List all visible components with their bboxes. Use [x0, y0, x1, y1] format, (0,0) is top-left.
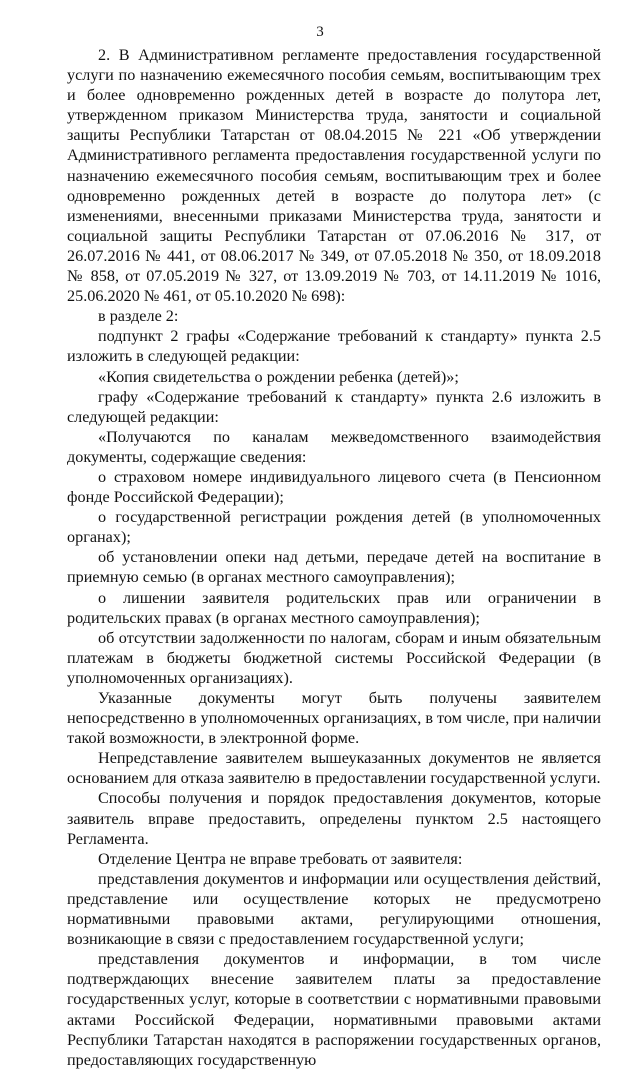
paragraph: о страховом номере индивидуального лицевого счета (в Пенсионном фонде Российской Федерации);	[67, 467, 601, 507]
paragraph: «Копия свидетельства о рождении ребенка (детей)»;	[98, 367, 459, 386]
paragraph: 2. В Административном регламенте предоставления государственной услуги по назначению ежемесячного пособия семьям, воспитывающим трех и более одновременно рожденных детей в возрасте до полутора лет, утвержденном приказом Министерства труда, занятости и социальной защиты Республики Татарстан от 08.04.2015 № 221 «Об утверждении Административного регламента предоставления государственной услуги по назначению ежемесячного пособия семьям, воспитывающим трех и более одновременно рожденных детей в возрасте до полутора лет» (с изменениями, внесенными приказами Министерства труда, занятости и социальной защиты Республики Татарстан от 07.06.2016 № 317, от 26.07.2016 № 441, от 08.06.2017 № 349, от 07.05.2018 № 350, от 18.09.2018 № 858, от 07.05.2019 № 327, от 13.09.2019 № 703, от 14.11.2019 № 1016, 25.06.2020 № 461, от 05.10.2020 № 698):	[67, 46, 601, 306]
paragraph: о государственной регистрации рождения детей (в уполномоченных органах);	[67, 508, 601, 547]
paragraph: об установлении опеки над детьми, передаче детей на воспитание в приемную семью (в органах местного самоуправления);	[67, 548, 601, 587]
paragraph: об отсутствии задолженности по налогам, сборам и иным обязательным платежам в бюджеты бюджетной системы Российской Федерации (в уполномоченных организациях).	[67, 628, 601, 687]
paragraph: Отделение Центра не вправе требовать от заявителя:	[98, 849, 463, 868]
paragraph: подпункт 2 графы «Содержание требований к стандарту» пункта 2.5 изложить в следующей редакции:	[67, 327, 601, 366]
paragraph: представления документов и информации, в том числе подтверждающих внесение заявителем платы за предоставление государственных услуг, которые в соответствии с нормативными правовыми актами Российской Федерации, нормативными правовыми актами Республики Татарстан находятся в распоряжении государственных органов, предоставляющих государственную	[67, 950, 601, 1069]
document-body	[67, 45, 601, 1070]
paragraph: Непредставление заявителем вышеуказанных документов не является основанием для отказа заявителю в предоставлении государственной услуги.	[67, 749, 601, 788]
paragraph: о лишении заявителя родительских прав или ограничении в родительских правах (в органах местного самоуправления);	[67, 588, 601, 627]
paragraph: «Получаются по каналам межведомственного взаимодействия документы, содержащие сведения:	[67, 427, 601, 466]
paragraph: в разделе 2:	[98, 307, 179, 326]
paragraph: представления документов и информации или осуществления действий, представление или осуществление которых не предусмотрено нормативными правовыми актами, регулирующими отношения, возникающие в связи с предоставлением государственной услуги;	[67, 869, 601, 949]
paragraph: графу «Содержание требований к стандарту» пункта 2.6 изложить в следующей редакции:	[67, 387, 601, 426]
paragraph: Способы получения и порядок предоставления документов, которые заявитель вправе предоставить, определены пунктом 2.5 настоящего Регламента.	[67, 789, 601, 848]
page-number: 3	[316, 24, 324, 40]
paragraph: Указанные документы могут быть получены заявителем непосредственно в уполномоченных организациях, в том числе, при наличии такой возможности, в электронной форме.	[67, 689, 601, 748]
